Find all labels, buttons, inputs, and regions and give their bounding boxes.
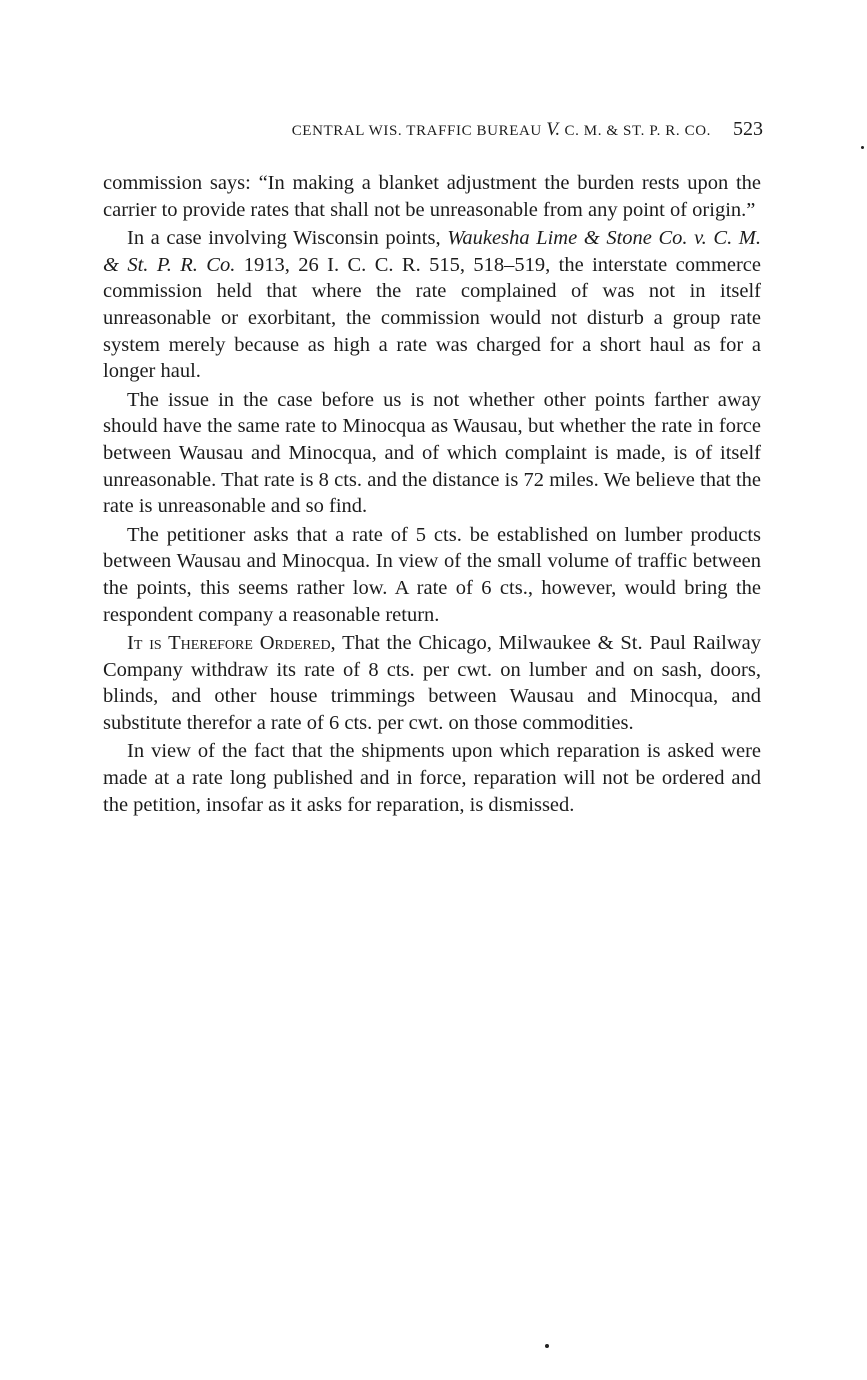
paragraph-waukesha-case: In a case involving Wisconsin points, Waukesha Lime & Stone Co. v. C. M. & St. P. R. Co. 1913, 26 I. C. C. R. 515, 518–519, the interstate commerce commission held that where the rate complained of was not in itself unreasonable or exorbitant, the commission would not disturb a group rate system merely because as high a rate was charged for a short haul as for a longer haul. (103, 227, 762, 383)
paragraph-petitioner-request: The petitioner asks that a rate of 5 cts. be established on lumber products between Wausau and Minocqua. In view of the small volume of traffic between the points, this seems rather low. A rate of 6 cts., however, would bring the respondent company a reasonable return. (103, 523, 761, 626)
paragraph-issue: The issue in the case before us is not whether other points farther away should have the same rate to Minocqua as Wausau, but whether the rate in force between Wausau and Minocqua, and of which complaint is made, is of itself unreasonable. That rate is 8 cts. and the distance is 72 miles. We believe that the rate is unreasonable and so find. (103, 388, 761, 518)
case-citation: Waukesha Lime & Stone Co. v. C. M. & St. P. R. Co. (103, 227, 761, 276)
print-speck (545, 1344, 549, 1348)
paragraph-commission-quote: commission says: “In making a blanket adjustment the burden rests upon the carrier to provide rates that shall not be unreasonable from any point of origin.” (103, 172, 761, 221)
versus-abbrev: V. (546, 119, 561, 140)
paragraph-reparation: In view of the fact that the shipments upon which reparation is asked were made at a rate long published and in force, reparation will not be ordered and the petition, insofar as it asks for reparation, is dismissed. (103, 740, 761, 816)
running-title: CENTRAL WIS. TRAFFIC BUREAU V. C. M. & ST. P. R. CO. (291, 119, 711, 140)
paragraph-order: It is Therefore Ordered, That the Chicago, Milwaukee & St. Paul Railway Company withdraw its rate of 8 cts. per cwt. on lumber and on sash, doors, blinds, and other house trimmings between Wausau and Minocqua, and substitute therefor a rate of 6 cts. per cwt. on those commodities. (103, 632, 762, 734)
print-speck (861, 146, 864, 149)
body-text (103, 170, 761, 820)
running-header (103, 118, 763, 148)
page-number: 523 (733, 118, 763, 140)
order-lead: It is Therefore Ordered, (127, 632, 336, 655)
